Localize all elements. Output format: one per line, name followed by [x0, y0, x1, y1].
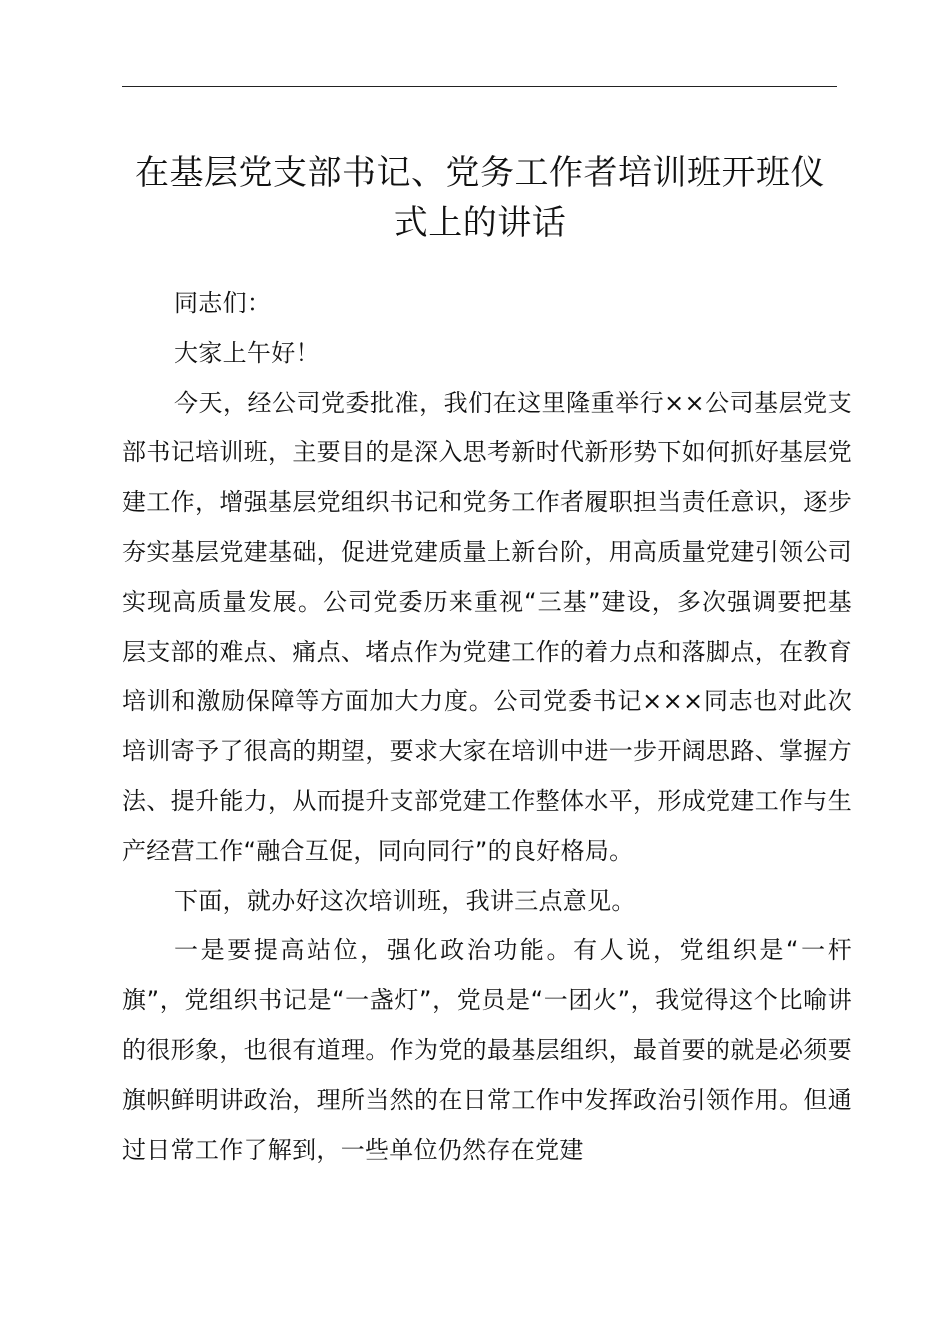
body-paragraph-outline: 下面，就办好这次培训班，我讲三点意见。 — [174, 886, 636, 915]
body-paragraph-intro: 今天，经公司党委批准，我们在这里隆重举行××公司基层党支部书记培训班，主要目的是深入思考新时代新形势下如何抓好基层党建工作，增强基层党组织书记和党务工作者履职担当责任意识，逐步夯实基层党建基础，促进党建质量上新台阶，用高质量党建引领公司实现高质量发展。公司党委历来重视“三基”建设，多次强调要把基层支部的难点、痛点、堵点作为党建工作的着力点和落脚点，在教育培训和激励保障等方面加大力度。公司党委书记×××同志也对此次培训寄予了很高的期望，要求大家在培训中进一步开阔思路、掌握方法、提升能力，从而提升支部党建工作整体水平，形成党建工作与生产经营工作“融合互促，同向同行”的良好格局。 — [122, 388, 852, 865]
greeting: 大家上午好！ — [174, 338, 320, 367]
document-title — [110, 148, 850, 248]
title-line-1: 在基层党支部书记、党务工作者培训班开班仪 — [135, 153, 825, 193]
title-line-2: 式上的讲话 — [393, 203, 567, 243]
document-body — [122, 279, 852, 1175]
header-divider — [122, 86, 837, 87]
body-paragraph-point-one: 一是要提高站位，强化政治功能。有人说，党组织是“一杆旗”，党组织书记是“一盏灯”，党员是“一团火”，我觉得这个比喻讲的很形象，也很有道理。作为党的最基层组织，最首要的就是必须要旗帜鲜明讲政治，理所当然的在日常工作中发挥政治引领作用。但通过日常工作了解到，一些单位仍然存在党建 — [122, 936, 852, 1164]
salutation: 同志们： — [174, 289, 272, 317]
